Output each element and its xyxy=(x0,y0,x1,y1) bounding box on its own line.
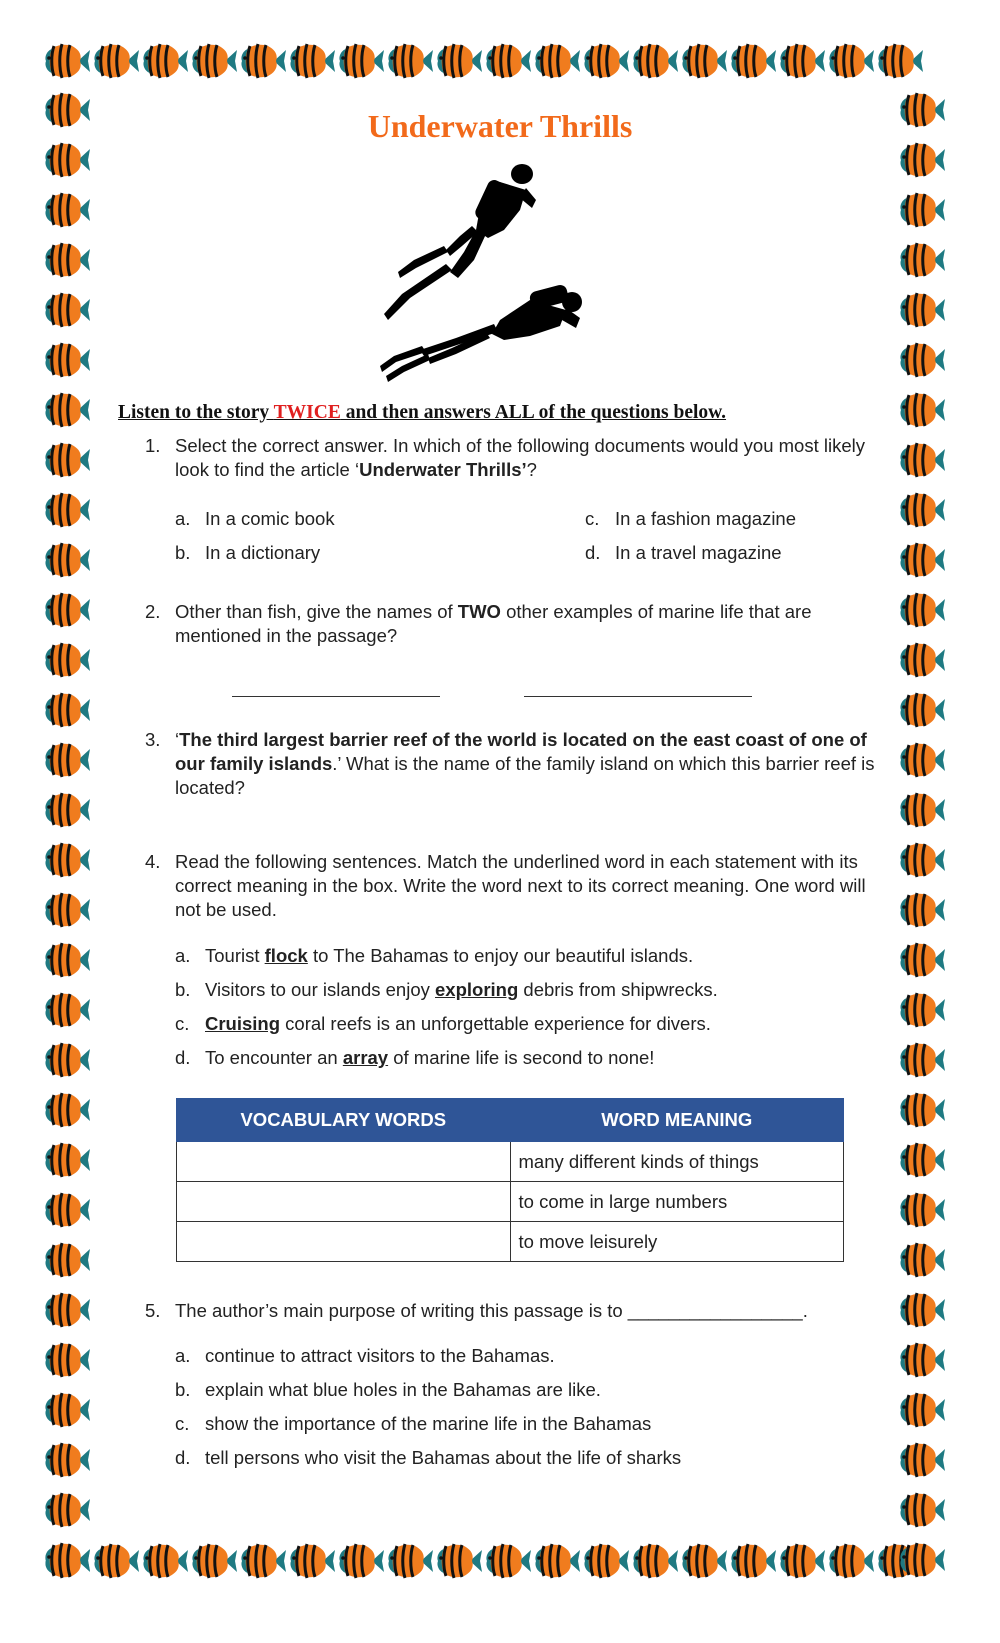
item-text-end: coral reefs is an unforgettable experience for divers. xyxy=(280,1013,711,1034)
meaning-cell: many different kinds of things xyxy=(510,1142,844,1182)
fish-icon xyxy=(40,389,90,431)
fish-icon xyxy=(628,1540,678,1582)
fish-icon xyxy=(895,589,945,631)
fish-icon xyxy=(40,1389,90,1431)
fish-icon xyxy=(40,889,90,931)
fish-icon xyxy=(895,1339,945,1381)
fish-icon xyxy=(895,689,945,731)
option-text: In a comic book xyxy=(205,508,335,529)
fish-icon xyxy=(285,40,335,82)
fish-icon xyxy=(40,289,90,331)
fish-icon xyxy=(40,539,90,581)
scuba-divers-illustration xyxy=(380,160,610,390)
item-letter: b. xyxy=(175,979,191,1000)
option-letter: a. xyxy=(175,508,191,529)
option-letter: c. xyxy=(175,1413,190,1434)
fish-icon xyxy=(40,1339,90,1381)
item-text-end: of marine life is second to none! xyxy=(388,1047,655,1068)
q1-option-b[interactable] xyxy=(175,542,320,564)
q5-option-d[interactable] xyxy=(175,1447,681,1469)
fish-icon xyxy=(873,40,923,82)
option-text: In a fashion magazine xyxy=(615,508,797,529)
q4-sentence-a xyxy=(175,945,693,967)
fish-icon xyxy=(895,389,945,431)
underlined-word: array xyxy=(342,1047,389,1068)
meaning-cell: to move leisurely xyxy=(510,1222,844,1262)
vocabulary-table xyxy=(176,1098,844,1262)
question-bold: The third largest barrier reef of the world is located on the east coast of one of our family islands xyxy=(175,729,867,774)
item-text-end: to The Bahamas to enjoy our beautiful islands. xyxy=(307,945,694,966)
fish-icon xyxy=(40,1439,90,1481)
fish-icon xyxy=(432,1540,482,1582)
question-text: Select the correct answer. In which of the following documents would you most likely look to find the article ‘ xyxy=(175,435,865,480)
fish-icon xyxy=(383,1540,433,1582)
option-text: In a dictionary xyxy=(205,542,321,563)
q1-option-d[interactable] xyxy=(585,542,782,564)
fish-icon xyxy=(775,1540,825,1582)
fish-icon xyxy=(895,289,945,331)
fish-icon xyxy=(432,40,482,82)
fish-icon xyxy=(895,239,945,281)
question-bold: Underwater Thrills’ xyxy=(359,459,527,480)
option-letter: b. xyxy=(175,542,191,563)
fish-icon xyxy=(895,1139,945,1181)
header-word-meaning: WORD MEANING xyxy=(510,1099,844,1142)
item-text: Tourist xyxy=(205,945,265,966)
fish-icon xyxy=(895,789,945,831)
fish-icon xyxy=(40,1489,90,1531)
q5-option-c[interactable] xyxy=(175,1413,651,1435)
fish-icon xyxy=(40,689,90,731)
fish-icon xyxy=(40,189,90,231)
fish-icon xyxy=(895,1389,945,1431)
item-text: To encounter an xyxy=(205,1047,343,1068)
fish-icon xyxy=(579,1540,629,1582)
table-row xyxy=(177,1182,844,1222)
question-text: Read the following sentences. Match the underlined word in each statement with its correct meaning in the box. Write the word next to its correct meaning. One word will not be used. xyxy=(175,851,866,920)
fish-icon xyxy=(895,489,945,531)
fish-icon xyxy=(40,1139,90,1181)
item-letter: d. xyxy=(175,1047,191,1068)
fish-icon xyxy=(824,40,874,82)
item-letter: c. xyxy=(175,1013,190,1034)
answer-line-1[interactable] xyxy=(232,696,440,697)
fish-icon xyxy=(40,239,90,281)
fish-icon xyxy=(40,139,90,181)
item-text: Visitors to our islands enjoy xyxy=(205,979,435,1000)
fish-icon xyxy=(895,139,945,181)
option-letter: d. xyxy=(175,1447,191,1468)
fish-icon xyxy=(334,1540,384,1582)
q4-sentence-b xyxy=(175,979,718,1001)
fish-icon xyxy=(530,1540,580,1582)
q4-sentence-c xyxy=(175,1013,711,1035)
fish-icon xyxy=(89,40,139,82)
fish-icon xyxy=(187,1540,237,1582)
fish-icon xyxy=(40,989,90,1031)
fish-icon xyxy=(895,189,945,231)
item-text-end: debris from shipwrecks. xyxy=(518,979,718,1000)
question-text-end: .’ What is the name of the family island on which this barrier reef is located? xyxy=(175,753,875,798)
q5-option-b[interactable] xyxy=(175,1379,601,1401)
fish-icon xyxy=(895,889,945,931)
question-number: 5. xyxy=(145,1300,161,1321)
fish-icon xyxy=(895,539,945,581)
fish-icon xyxy=(530,40,580,82)
fish-icon xyxy=(236,40,286,82)
underlined-word: flock xyxy=(264,945,308,966)
instructions-text: Listen to the story xyxy=(118,402,274,423)
fish-icon xyxy=(187,40,237,82)
item-letter: a. xyxy=(175,945,191,966)
question-number: 4. xyxy=(145,851,161,872)
option-text: tell persons who visit the Bahamas about the life of sharks xyxy=(205,1447,682,1468)
fish-icon xyxy=(895,1039,945,1081)
fish-icon xyxy=(40,939,90,981)
fish-icon xyxy=(895,839,945,881)
fish-icon xyxy=(236,1540,286,1582)
option-letter: c. xyxy=(585,508,600,529)
question-text: Other than fish, give the names of xyxy=(175,601,458,622)
fish-icon xyxy=(40,1189,90,1231)
fish-icon xyxy=(40,1039,90,1081)
underlined-word: exploring xyxy=(435,979,519,1000)
question-number: 1. xyxy=(145,435,161,456)
question-text-end: ? xyxy=(526,459,537,480)
fish-icon xyxy=(895,1539,945,1581)
fish-icon xyxy=(579,40,629,82)
fish-icon xyxy=(895,1239,945,1281)
fish-icon xyxy=(285,1540,335,1582)
fish-icon xyxy=(895,1489,945,1531)
fish-icon xyxy=(89,1540,139,1582)
fish-icon xyxy=(40,1239,90,1281)
fish-icon xyxy=(895,1089,945,1131)
fish-icon xyxy=(824,1540,874,1582)
fish-icon xyxy=(677,40,727,82)
fish-icon xyxy=(481,40,531,82)
page-title: Underwater Thrills xyxy=(367,108,633,144)
answer-line-2[interactable] xyxy=(524,696,752,697)
question-5 xyxy=(145,1299,885,1323)
question-bold: TWO xyxy=(457,601,501,622)
fish-icon xyxy=(40,489,90,531)
fish-icon xyxy=(677,1540,727,1582)
question-1 xyxy=(145,434,885,482)
instructions-text-end: and then answers ALL of the questions below. xyxy=(340,402,727,423)
fish-icon xyxy=(895,639,945,681)
fish-icon xyxy=(895,1289,945,1331)
option-text: explain what blue holes in the Bahamas are like. xyxy=(205,1379,601,1400)
option-letter: b. xyxy=(175,1379,191,1400)
fish-icon xyxy=(40,789,90,831)
fish-icon xyxy=(895,339,945,381)
table-row xyxy=(177,1222,844,1262)
fish-icon xyxy=(40,1539,90,1581)
fish-icon xyxy=(40,739,90,781)
option-text: continue to attract visitors to the Bahamas. xyxy=(205,1345,555,1366)
question-number: 3. xyxy=(145,729,161,750)
underlined-word: Cruising xyxy=(205,1013,281,1034)
fish-icon xyxy=(726,1540,776,1582)
vocab-word-cell[interactable] xyxy=(177,1182,511,1222)
fish-icon xyxy=(40,589,90,631)
vocab-word-cell[interactable] xyxy=(177,1222,511,1262)
fish-icon xyxy=(726,40,776,82)
fish-icon xyxy=(895,1439,945,1481)
fish-icon xyxy=(138,40,188,82)
table-header-row xyxy=(177,1099,844,1142)
fish-icon xyxy=(40,40,90,82)
fish-icon xyxy=(40,1089,90,1131)
fish-icon xyxy=(40,839,90,881)
fish-icon xyxy=(334,40,384,82)
fish-icon xyxy=(895,1189,945,1231)
fish-icon xyxy=(895,989,945,1031)
fish-icon xyxy=(383,40,433,82)
question-text: The author’s main purpose of writing this passage is to _________________. xyxy=(175,1300,808,1321)
question-4 xyxy=(145,850,875,922)
option-letter: d. xyxy=(585,542,601,563)
fish-icon xyxy=(628,40,678,82)
fish-icon xyxy=(40,1289,90,1331)
q1-option-a[interactable] xyxy=(175,508,335,530)
instructions xyxy=(118,402,726,424)
option-letter: a. xyxy=(175,1345,191,1366)
question-2 xyxy=(145,600,885,648)
fish-icon xyxy=(895,939,945,981)
option-text: show the importance of the marine life in the Bahamas xyxy=(205,1413,652,1434)
question-text-end: other examples of marine life that are mentioned in the passage? xyxy=(175,601,812,646)
table-row xyxy=(177,1142,844,1182)
fish-icon xyxy=(40,339,90,381)
q1-option-c[interactable] xyxy=(585,508,796,530)
q4-sentence-d xyxy=(175,1047,654,1069)
header-vocabulary-words: VOCABULARY WORDS xyxy=(177,1099,511,1142)
q5-option-a[interactable] xyxy=(175,1345,555,1367)
diver-bottom-icon xyxy=(380,283,582,382)
fish-icon xyxy=(895,739,945,781)
question-number: 2. xyxy=(145,601,161,622)
fish-icon xyxy=(775,40,825,82)
fish-icon xyxy=(40,439,90,481)
question-3 xyxy=(145,728,885,800)
diver-top-icon xyxy=(384,164,536,320)
fish-icon xyxy=(138,1540,188,1582)
fish-icon xyxy=(895,439,945,481)
fish-icon xyxy=(40,639,90,681)
option-text: In a travel magazine xyxy=(615,542,782,563)
meaning-cell: to come in large numbers xyxy=(510,1182,844,1222)
instructions-emphasis: TWICE xyxy=(273,402,341,423)
vocab-word-cell[interactable] xyxy=(177,1142,511,1182)
fish-icon xyxy=(481,1540,531,1582)
question-quote: ‘ xyxy=(175,729,180,750)
